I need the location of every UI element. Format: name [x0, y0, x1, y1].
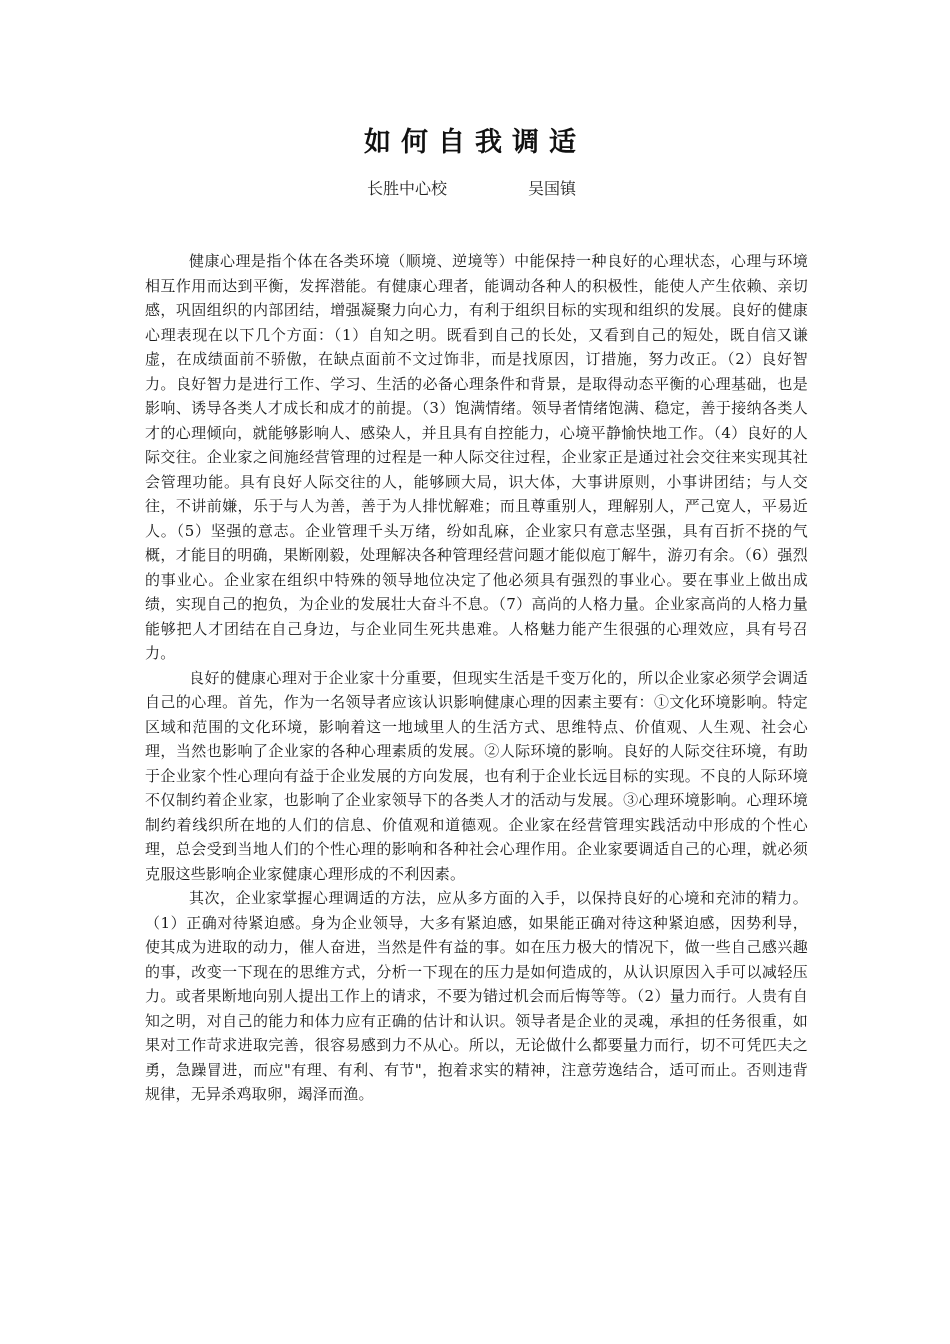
- document-title: 如何自我调适: [364, 127, 586, 158]
- paragraph-3: 其次，企业家掌握心理调适的方法，应从多方面的入手，以保持良好的心境和充沛的精力。（1）正确对待紧迫感。身为企业领导，大多有紧迫感，如果能正确对待这种紧迫感，因势利导，使其成为进取的动力，催人奋进，当然是件有益的事。如在压力极大的情况下，做一些自己感兴趣的事，改变一下现在的思维方式，分析一下现在的压力是如何造成的，从认识原因入手可以减轻压力。或者果断地向别人提出工作上的请求，不要为错过机会而后悔等等。（2）量力而行。人贵有自知之明，对自己的能力和体力应有正确的估计和认识。领导者是企业的灵魂，承担的任务很重，如果对工作苛求进取完善，很容易感到力不从心。所以，无论做什么都要量力而行，切不可凭匹夫之勇，急躁冒进，而应"有理、有利、有节"，抱着求实的精神，注意劳逸结合，适可而止。否则违背规律，无异杀鸡取卵，竭泽而渔。: [145, 889, 808, 1103]
- school-name: 长胜中心校: [367, 179, 448, 198]
- paragraph-1: 健康心理是指个体在各类环境（顺境、逆境等）中能保持一种良好的心理状态，心理与环境相互作用而达到平衡，发挥潜能。有健康心理者，能调动各种人的积极性，能使人产生依赖、亲切感，巩固组织的内部团结，增强凝聚力向心力，有利于组织目标的实现和组织的发展。良好的健康心理表现在以下几个方面：（1）自知之明。既看到自己的长处，又看到自己的短处，既自信又谦虚，在成绩面前不骄傲，在缺点面前不文过饰非，而是找原因，订措施，努力改正。（2）良好智力。良好智力是进行工作、学习、生活的必备心理条件和背景，是取得动态平衡的心理基础，也是影响、诱导各类人才成长和成才的前提。（3）饱满情绪。领导者情绪饱满、稳定，善于接纳各类人才的心理倾向，就能够影响人、感染人，并且具有自控能力，心境平静愉快地工作。（4）良好的人际交往。企业家之间施经营管理的过程是一种人际交往过程，企业家正是通过社会交往来实现其社会管理功能。具有良好人际交往的人，能够顾大局，识大体，大事讲原则，小事讲团结；与人交往，不讲前嫌，乐于与人为善，善于为人排忧解难；而且尊重别人，理解别人，严己宽人，平易近人。（5）坚强的意志。企业管理千头万绪，纷如乱麻，企业家只有意志坚强，具有百折不挠的气概，才能目的明确，果断刚毅，处理解决各种管理经营问题才能似庖丁解牛，游刃有余。（6）强烈的事业心。企业家在组织中特殊的领导地位决定了他必须具有强烈的事业心。要在事业上做出成绩，实现自己的抱负，为企业的发展壮大奋斗不息。（7）高尚的人格力量。企业家高尚的人格力量能够把人才团结在自己身边，与企业同生死共患难。人格魅力能产生很强的心理效应，具有号召力。: [145, 252, 808, 662]
- author-name: 吴国镇: [528, 179, 577, 198]
- document-body: [145, 249, 808, 1107]
- paragraph-2: 良好的健康心理对于企业家十分重要，但现实生活是千变万化的，所以企业家必须学会调适自己的心理。首先，作为一名领导者应该认识影响健康心理的因素主要有：①文化环境影响。特定区域和范围的文化环境，影响着这一地域里人的生活方式、思维特点、价值观、人生观、社会心理，当然也影响了企业家的各种心理素质的发展。②人际环境的影响。良好的人际交往环境，有助于企业家个性心理向有益于企业发展的方向发展，也有利于企业长远目标的实现。不良的人际环境不仅制约着企业家，也影响了企业家领导下的各类人才的活动与发展。③心理环境影响。心理环境制约着线织所在地的人们的信息、价值观和道德观。企业家在经营管理实践活动中形成的个性心理，总会受到当地人们的个性心理的影响和各种社会心理作用。企业家要调适自己的心理，就必须克服这些影响企业家健康心理形成的不利因素。: [145, 668, 808, 883]
